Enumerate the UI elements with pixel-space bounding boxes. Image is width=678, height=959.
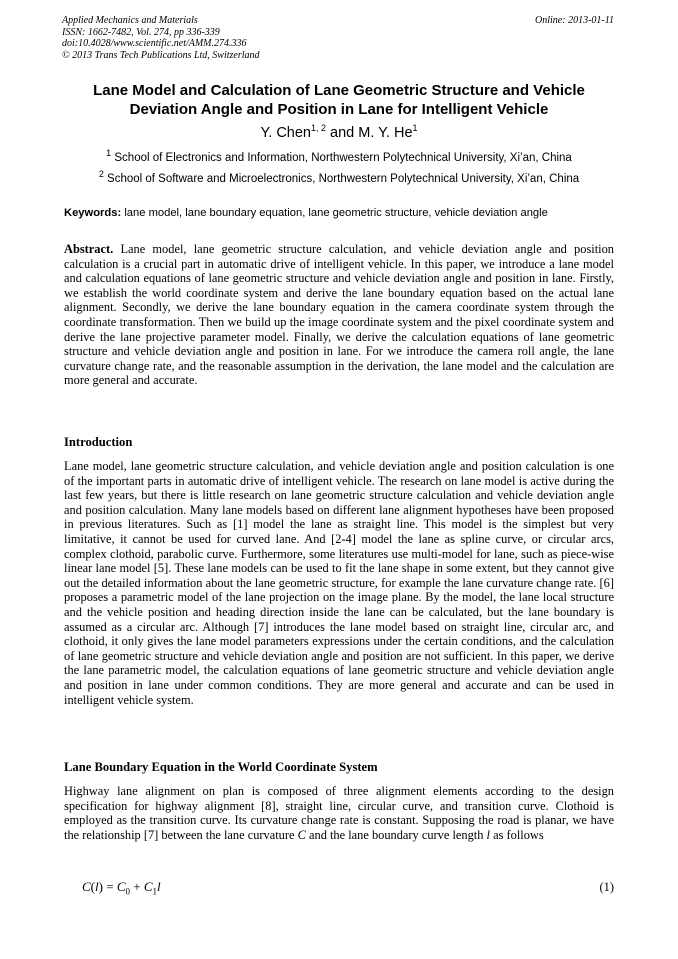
lane-boundary-paragraph bbox=[64, 784, 614, 842]
affiliation-2 bbox=[40, 169, 638, 186]
affiliation-1-marker: 1 bbox=[106, 148, 112, 159]
doi-line: doi:10.4028/www.scientific.net/AMM.274.336 bbox=[62, 38, 247, 49]
lane-text-part-1: Highway lane alignment on plan is composed of three alignment elements according to the design specification for highway alignment [8], straight line, circular curve, and transition curve. Clothoid is employed as the transition curve. Its curvature change rate is constant. Supposing the road is planar, we have the relationship [7] between the lane curvature bbox=[64, 784, 614, 842]
online-date: Online: 2013-01-11 bbox=[535, 15, 614, 26]
author-1-affil-ref: 1, 2 bbox=[310, 123, 326, 134]
author-line bbox=[40, 124, 638, 142]
curvature-variable: C bbox=[297, 827, 306, 842]
eq-equals: = bbox=[106, 879, 114, 894]
copyright-line: © 2013 Trans Tech Publications Ltd, Switzerland bbox=[62, 49, 260, 61]
abstract bbox=[64, 242, 614, 388]
eq-c1-sub: 1 bbox=[152, 886, 158, 897]
affiliation-1-text: School of Electronics and Information, Northwestern Polytechnical University, Xi’an, China bbox=[114, 152, 572, 164]
equation-number: (1) bbox=[599, 880, 614, 894]
section-heading-lane-boundary: Lane Boundary Equation in the World Coordinate System bbox=[64, 760, 378, 774]
introduction-paragraph: Lane model, lane geometric structure calculation, and vehicle deviation angle and position calculation is one of the important parts in automatic drive of intelligent vehicle. The research on lane model is active during the last few years, but there is little research on lane geometric structure calculation and vehicle deviation angle and position calculation. Many lane models based on different lane alignment hypotheses have been proposed in previous literatures. Such as [1] model the lane as straight line. This model is the simplest but very limitative, it cannot be used for curved lane. And [2-4] model the lane as spline curve, or circular arcs, complex clothoid, parabolic curve. Furthermore, some literatures use multi-model for lane, such as piece-wise linear lane model [5]. These lane models can be used to fit the lane shape in some extent, but they cannot give out the detailed information about the lane geometric structure, for example the lane curvature change rate. [6] proposes a parametric model of the lane projection on the image plane. By the model, the lane local structure and the vehicle position and heading direction inside the lane can be calculated, but the lane boundary is assumed as a circular arc. Although [7] introduces the lane model based on straight line, circular arc, and clothoid, it only gives the lane model parameters expressions under the certain conditions, and the calculation of lane geometric structure and vehicle deviation angle and position are not sufficient. In this paper, we derive the lane parametric model, the calculation equations of lane geometric structure and vehicle deviation angle and position in lane under common conditions. They are more general and accurate and can be used in intelligent vehicle system. bbox=[64, 459, 614, 707]
author-1: Y. Chen bbox=[260, 125, 311, 141]
eq-lhs-l: l bbox=[95, 879, 99, 894]
journal-name: Applied Mechanics and Materials bbox=[62, 15, 198, 26]
title-line-1: Lane Model and Calculation of Lane Geometric Structure and Vehicle bbox=[93, 82, 585, 99]
abstract-text: Lane model, lane geometric structure calculation, and vehicle deviation angle and position calculation is a crucial part in automatic drive of intelligent vehicle. In this paper, we introduce a lane model and calculation equations of lane geometric structure and vehicle deviation angle and position in lane. Firstly, we establish the world coordinate system and derive the lane boundary equation based on the actual lane alignment. Secondly, we derive the lane boundary equation in the camera coordinate system through the coordinate transformation. Then we build up the image coordinate system and the pixel coordinate system and derive the lane projective parameter model. Finally, we derive the calculation equations of lane geometric structure and vehicle deviation angle and position in lane. For we introduce the camera roll angle, the lane curvature change rate, and the reasonable assumption in the derivation, the lane model and the calculation are more general and accurate. bbox=[64, 242, 614, 388]
affiliation-2-text: School of Software and Microelectronics, Northwestern Polytechnical University, Xi’an, China bbox=[107, 173, 580, 185]
keywords bbox=[64, 206, 624, 220]
length-variable: l bbox=[486, 827, 490, 842]
keywords-label: Keywords: bbox=[64, 207, 122, 219]
eq-lhs-c: C bbox=[82, 879, 91, 894]
eq-l: l bbox=[157, 879, 161, 894]
title-line-2: Deviation Angle and Position in Lane for Intelligent Vehicle bbox=[129, 100, 549, 118]
equation-1: $C(l) = C_0 + C_1l$ bbox=[82, 879, 161, 897]
keywords-text: lane model, lane boundary equation, lane geometric structure, vehicle deviation angle bbox=[124, 207, 548, 219]
eq-plus: + bbox=[133, 879, 141, 894]
affiliation-1 bbox=[40, 148, 638, 165]
abstract-label: Abstract. bbox=[64, 242, 114, 256]
eq-c0-sub: 0 bbox=[125, 886, 130, 897]
lane-text-part-2: and the lane boundary curve length bbox=[309, 827, 484, 842]
paper-title bbox=[40, 82, 638, 119]
journal-header bbox=[62, 15, 260, 61]
author-2: and M. Y. He bbox=[330, 125, 413, 141]
section-heading-introduction: Introduction bbox=[64, 435, 133, 449]
eq-c1: C bbox=[143, 879, 153, 894]
eq-c0: C bbox=[116, 879, 126, 894]
lane-text-part-3: as follows bbox=[493, 827, 544, 842]
author-2-affil-ref: 1 bbox=[412, 123, 418, 134]
affiliation-2-marker: 2 bbox=[98, 169, 104, 180]
issn-line: ISSN: 1662-7482, Vol. 274, pp 336-339 bbox=[62, 26, 220, 38]
